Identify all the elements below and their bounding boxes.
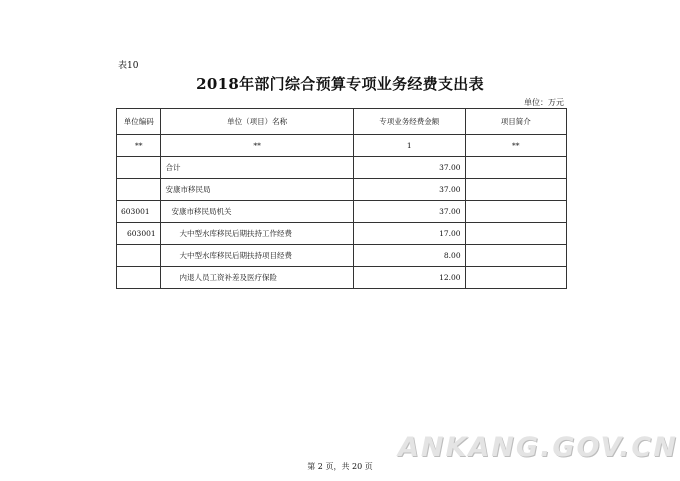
site-watermark: ANKANG.GOV.CN	[398, 432, 678, 463]
cell-name: 大中型水库移民后期扶持工作经费	[161, 223, 353, 245]
cell-code: **	[117, 135, 161, 157]
cell-intro	[465, 157, 566, 179]
cell-code	[117, 157, 161, 179]
cell-name: 安康市移民局	[161, 179, 353, 201]
cell-amount: 1	[353, 135, 465, 157]
cell-code: 603001	[117, 201, 161, 223]
table-header-row	[117, 109, 567, 135]
cell-amount: 17.00	[353, 223, 465, 245]
budget-table	[116, 108, 567, 289]
table-row	[117, 179, 567, 201]
cell-amount: 8.00	[353, 245, 465, 267]
cell-name: 内退人员工资补差及医疗保险	[161, 267, 353, 289]
cell-code	[117, 267, 161, 289]
cell-intro	[465, 223, 566, 245]
cell-amount: 37.00	[353, 157, 465, 179]
cell-amount: 37.00	[353, 179, 465, 201]
table-number: 表10	[118, 61, 139, 71]
cell-amount: 12.00	[353, 267, 465, 289]
cell-code	[117, 179, 161, 201]
cell-intro	[465, 245, 566, 267]
cell-code: 603001	[117, 223, 161, 245]
cell-intro: **	[465, 135, 566, 157]
table-row	[117, 267, 567, 289]
header-intro: 项目简介	[465, 109, 566, 135]
table-row	[117, 245, 567, 267]
cell-intro	[465, 267, 566, 289]
table-row	[117, 157, 567, 179]
cell-amount: 37.00	[353, 201, 465, 223]
unit-label: 单位：万元	[524, 98, 564, 107]
header-amount: 专项业务经费金额	[353, 109, 465, 135]
table-row	[117, 201, 567, 223]
cell-name: **	[161, 135, 353, 157]
cell-name: 安康市移民局机关	[161, 201, 353, 223]
table-row	[117, 135, 567, 157]
page-footer: 第 2 页，共 20 页	[307, 462, 373, 471]
cell-code	[117, 245, 161, 267]
cell-name: 大中型水库移民后期扶持项目经费	[161, 245, 353, 267]
cell-name: 合计	[161, 157, 353, 179]
cell-intro	[465, 201, 566, 223]
page-title: 2018年部门综合预算专项业务经费支出表	[196, 75, 484, 93]
table-row	[117, 223, 567, 245]
cell-intro	[465, 179, 566, 201]
header-unit-code: 单位编码	[117, 109, 161, 135]
header-unit-name: 单位（项目）名称	[161, 109, 353, 135]
